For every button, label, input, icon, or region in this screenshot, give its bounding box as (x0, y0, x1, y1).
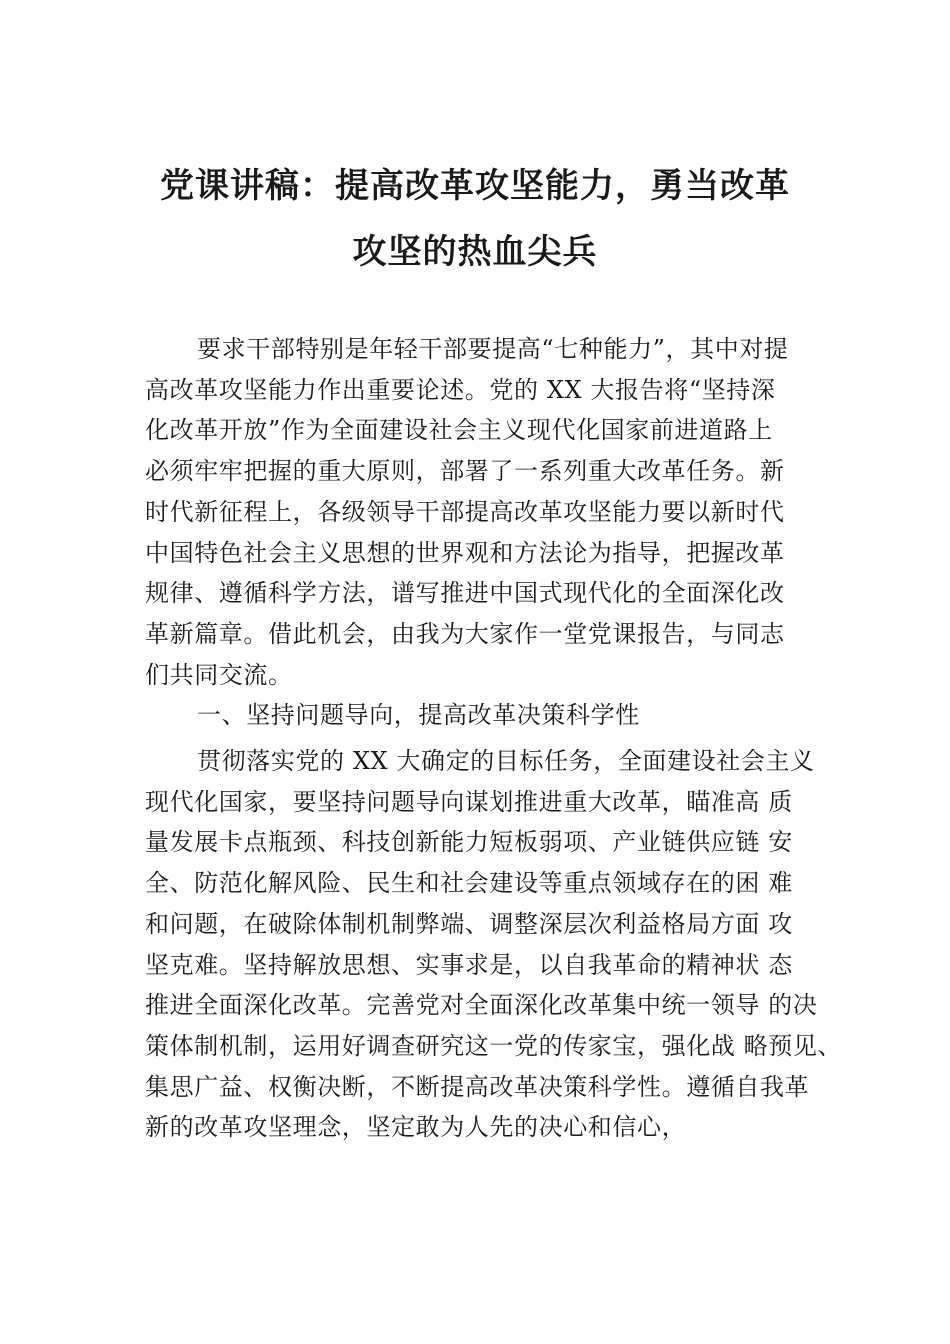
paragraph-line: 时代新征程上，各级领导干部提高改革攻坚能力要以新时代 (145, 497, 785, 526)
paragraph-line: 现代化国家，要坚持问题导向谋划推进重大改革，瞄准高 质 (145, 787, 793, 816)
document-title (100, 158, 850, 280)
paragraph-line: 推进全面深化改革。完善党对全面深化改革集中统一领导 的决 (145, 991, 818, 1020)
paragraph-line: 们共同交流。 (145, 660, 293, 689)
paragraph-line: 要求干部特别是年轻干部要提高“七种能力”，其中对提 (197, 335, 789, 363)
paragraph-line: 高改革攻坚能力作出重要论述。党的 XX 大报告将“坚持深 (145, 375, 776, 404)
title-line-1: 党课讲稿：提高改革攻坚能力，勇当改革 (160, 166, 790, 206)
paragraph-line: 量发展卡点瓶颈、科技创新能力短板弱项、产业链供应链 安 (145, 828, 793, 857)
paragraph-line: 和问题，在破除体制机制弊端、调整深层次利益格局方面 攻 (145, 909, 793, 938)
paragraph-intro (145, 329, 835, 695)
title-line-2: 攻坚的热血尖兵 (352, 232, 598, 272)
paragraph-line: 集思广益、权衡决断，不断提高改革决策科学性。遵循自我革 (145, 1072, 810, 1101)
paragraph-section1 (145, 741, 843, 1148)
paragraph-line: 革新篇章。借此机会，由我为大家作一堂党课报告，与同志 (145, 619, 785, 648)
section-heading: 一、坚持问题导向，提高改革决策科学性 (197, 701, 640, 730)
paragraph-line: 坚克难。坚持解放思想、实事求是，以自我革命的精神状 态 (145, 950, 793, 979)
paragraph-line: 中国特色社会主义思想的世界观和方法论为指导，把握改革 (145, 538, 785, 567)
paragraph-line: 策体制机制，运用好调查研究这一党的传家宝，强化战 略预见、 (145, 1031, 843, 1060)
paragraph-line: 新的改革攻坚理念，坚定敢为人先的决心和信心， (145, 1113, 687, 1142)
document-body (145, 329, 843, 1148)
paragraph-line: 全、防范化解风险、民生和社会建设等重点领域存在的困 难 (145, 869, 793, 898)
paragraph-line: 化改革开放”作为全面建设社会主义现代化国家前进道路上 (145, 416, 773, 445)
paragraph-line: 贯彻落实党的 XX 大确定的目标任务，全面建设社会主义 (197, 747, 815, 776)
paragraph-line: 必须牢牢把握的重大原则，部署了一系列重大改革任务。新 (145, 457, 785, 486)
paragraph-line: 规律、遵循科学方法，谱写推进中国式现代化的全面深化改 (145, 579, 785, 608)
